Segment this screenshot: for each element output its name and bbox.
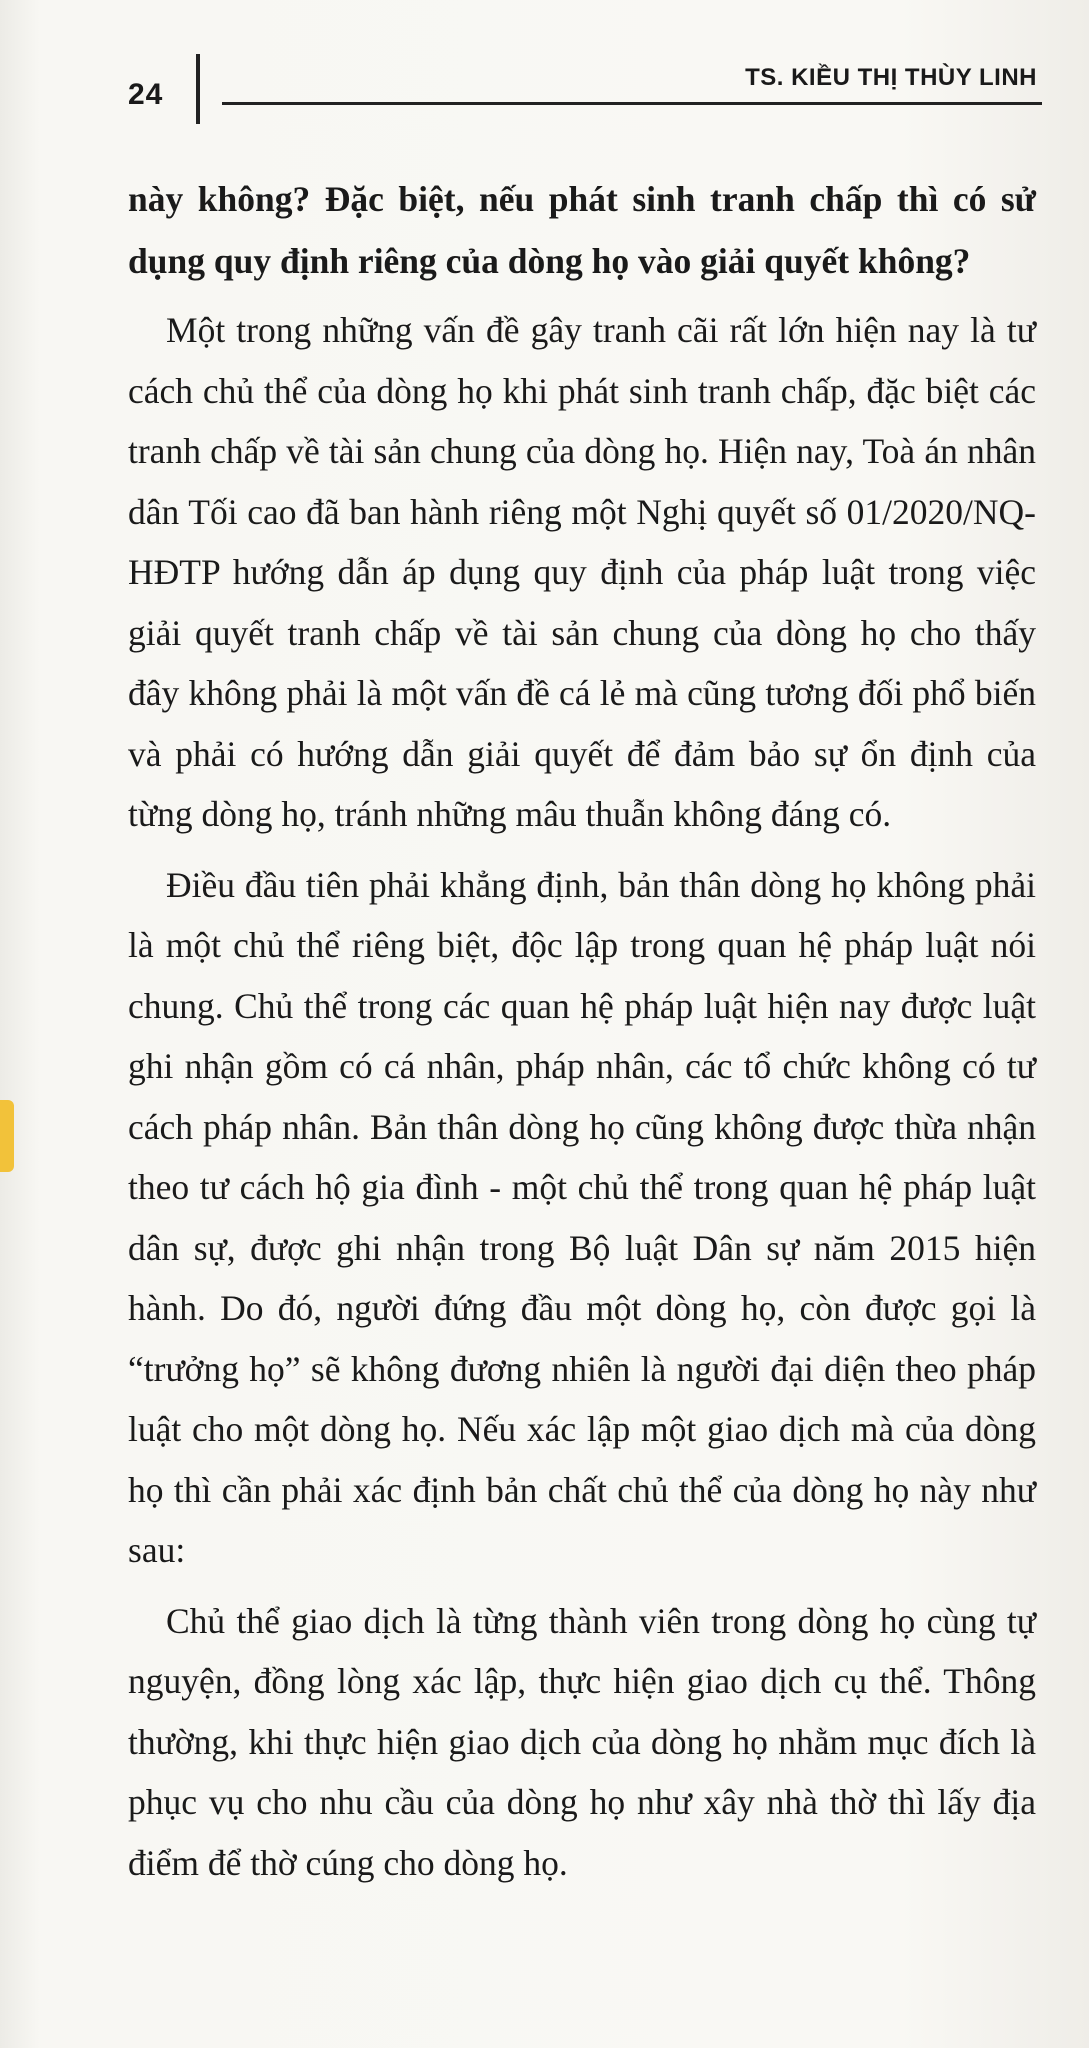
paragraph-2: Điều đầu tiên phải khẳng định, bản thân dòng họ không phải là một chủ thể riêng biệt, độc lập trong quan hệ pháp luật nói chung. Chủ thể trong các quan hệ pháp luật hiện nay được luật ghi nhận gồm có cá nhân, pháp nhân, các tổ chức không có tư cách pháp nhân. Bản thân dòng họ cũng không được thừa nhận theo tư cách hộ gia đình - một chủ thể trong quan hệ pháp luật dân sự, được ghi nhận trong Bộ luật Dân sự năm 2015 hiện hành. Do đó, người đứng đầu một dòng họ, còn được gọi là “trưởng họ” sẽ không đương nhiên là người đại diện theo pháp luật cho một dòng họ. Nếu xác lập một giao dịch mà của dòng họ thì cần phải xác định bản chất chủ thể của dòng họ này như sau: [128, 864, 1036, 1570]
page-body [128, 168, 1036, 1903]
running-head-author: TS. KIỀU THỊ THÙY LINH [745, 64, 1037, 91]
page-edge-tab [0, 1100, 14, 1172]
page-number: 24 [128, 78, 164, 111]
page-header [0, 50, 1089, 130]
paragraph-3: Chủ thể giao dịch là từng thành viên trong dòng họ cùng tự nguyện, đồng lòng xác lập, thực hiện giao dịch cụ thể. Thông thường, khi thực hiện giao dịch của dòng họ nhằm mục đích là phục vụ cho nhu cầu của dòng họ như xây nhà thờ thì lấy địa điểm để thờ cúng cho dòng họ. [128, 1600, 1036, 1883]
bold-question-text: này không? Đặc biệt, nếu phát sinh tranh chấp thì có sử dụng quy định riêng của dòng họ vào giải quyết không? [128, 179, 1036, 281]
header-vertical-rule [196, 54, 200, 124]
header-horizontal-rule [222, 102, 1042, 105]
paragraph-1: Một trong những vấn đề gây tranh cãi rất lớn hiện nay là tư cách chủ thể của dòng họ khi phát sinh tranh chấp, đặc biệt các tranh chấp về tài sản chung của dòng họ. Hiện nay, Toà án nhân dân Tối cao đã ban hành riêng một Nghị quyết số 01/2020/NQ-HĐTP hướng dẫn áp dụng quy định của pháp luật trong việc giải quyết tranh chấp về tài sản chung của dòng họ cho thấy đây không phải là một vấn đề cá lẻ mà cũng tương đối phổ biến và phải có hướng dẫn giải quyết để đảm bảo sự ổn định của từng dòng họ, tránh những mâu thuẫn không đáng có. [128, 310, 1036, 834]
